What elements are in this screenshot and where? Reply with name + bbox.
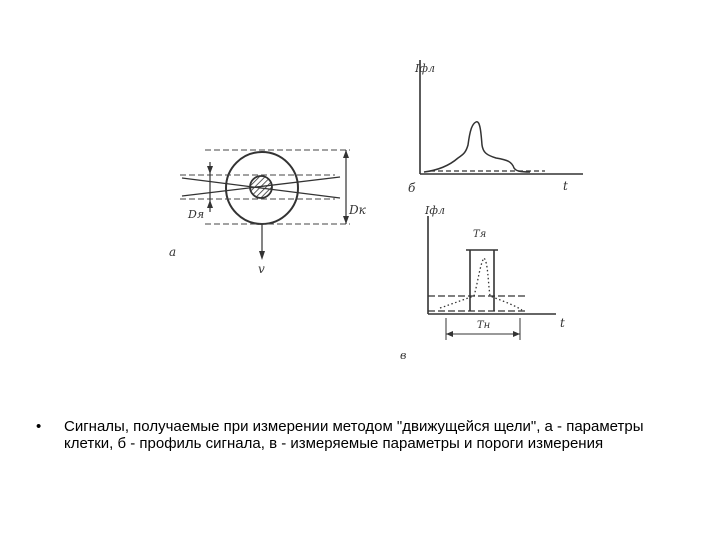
caption-text: Сигналы, получаемые при измерении методом "движущейся щели", а - параметры клетки, б - профиль сигнала, в - измеряемые параметры и пороги измерения [64, 418, 644, 452]
arrowhead [207, 166, 213, 174]
y-axis-label: Iфл [415, 62, 435, 75]
arrowhead [446, 331, 453, 337]
cell-diameter-label: Dк [349, 203, 366, 217]
panel-c-thresholds [400, 204, 565, 362]
arrowhead [259, 251, 265, 260]
panel-b-label: б [408, 181, 416, 195]
panel-a-label: а [169, 245, 177, 259]
panel-c-label: в [400, 349, 407, 362]
panel-a-cell-parameters [169, 150, 367, 276]
signal-profile-curve [424, 122, 530, 172]
x-axis-label: t [563, 179, 568, 193]
y-axis-label: Iфл [425, 204, 445, 217]
arrowhead [513, 331, 520, 337]
arrowhead [207, 200, 213, 208]
arrowhead [343, 216, 349, 224]
dotted-signal-curve [440, 258, 522, 310]
nucleus-time-label: Tя [473, 229, 487, 240]
caption-bullet: • [36, 418, 42, 435]
panel-b-signal-profile [408, 60, 583, 195]
cell-time-label: Tн [477, 320, 491, 331]
velocity-label: v [258, 262, 265, 276]
arrowhead [343, 150, 349, 158]
x-axis-label: t [560, 316, 565, 330]
nucleus-diameter-label: Dя [188, 208, 205, 221]
